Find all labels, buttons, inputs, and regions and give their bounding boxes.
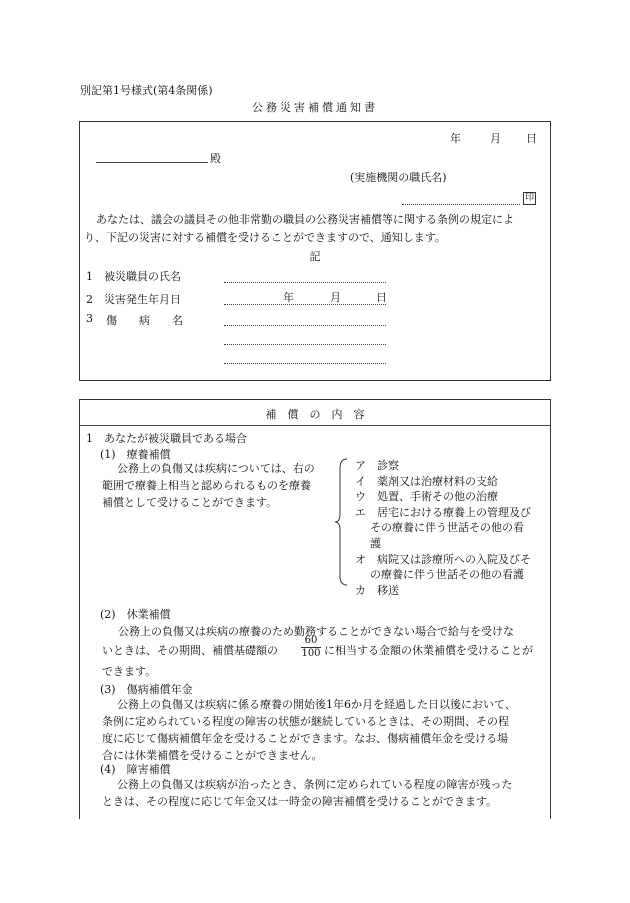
form-number: 別記第1号様式(第4条関係): [80, 84, 213, 97]
care-item-e: エ 居宅における療養上の管理及び: [355, 505, 531, 519]
care-item-u: ウ 処置、手術その他の治療: [355, 490, 498, 504]
s2-line-1: 公務上の負傷又は疾病の療養のため勤務することができない場合で給与を受けな: [118, 625, 514, 638]
section-3-body: [102, 696, 548, 764]
date-month: 月: [490, 132, 501, 145]
dono-honorific: 殿: [210, 152, 221, 165]
s1-line-1: 公務上の負傷又は疾病については、右の: [117, 462, 315, 475]
fraction-numerator: 60: [301, 635, 321, 648]
section-3-title: (3) 傷病補償年金: [100, 683, 193, 696]
section-1-body: [102, 460, 342, 511]
intro-line-2: り、下記の災害に対する補償を受けることができますので、通知します。: [84, 231, 446, 244]
s3-line-3: 度に応じて傷病補償年金を受けることができます。なお、傷病補償年金を受ける場: [102, 732, 509, 745]
s1-line-2: 範囲で療養上相当と認められるものを療養: [102, 479, 311, 492]
care-item-a: ア 診察: [355, 459, 399, 472]
s2-line-2b: に相当する金額の休業補償を受けることが: [324, 644, 533, 657]
ki-heading: 記: [309, 250, 321, 263]
item-2-month: 月: [330, 291, 341, 304]
injury-name-field-3[interactable]: [224, 363, 386, 364]
care-item-o: オ 病院又は診療所への入院及びそ: [355, 552, 531, 566]
section-4-title: (4) 障害補償: [100, 763, 171, 776]
date-year: 年: [450, 132, 461, 145]
section-2-title: (2) 休業補償: [100, 608, 171, 621]
accident-date-field[interactable]: [224, 304, 386, 305]
injury-name-field-1[interactable]: [224, 325, 386, 326]
compensation-heading: 補 償 の 内 容: [265, 408, 365, 421]
s2-line-2a: いときは、その期間、補償基礎額の: [102, 644, 278, 657]
case-1-heading: 1 あなたが被災職員である場合: [86, 432, 247, 445]
addressee-line[interactable]: [96, 162, 208, 163]
s1-line-3: 補償として受けることができます。: [102, 496, 278, 509]
care-item-ka: カ 移送: [355, 583, 399, 597]
page-title: 公務災害補償通知書: [252, 101, 378, 114]
brace-icon: [335, 458, 349, 586]
item-3-label: 傷 病 名: [106, 314, 183, 327]
date-day: 日: [526, 132, 537, 145]
agency-head-label: (実施機関の職氏名): [350, 171, 447, 184]
seal-mark: 印: [524, 193, 534, 203]
section-4-body: [102, 776, 548, 810]
agency-head-line[interactable]: [402, 204, 520, 205]
compensation-box: [79, 399, 551, 819]
item-3-number: 3: [86, 312, 93, 325]
care-item-i: イ 薬剤又は治療材料の支給: [355, 474, 498, 488]
notification-box: [79, 121, 551, 381]
s2-line-3: できます。: [102, 665, 157, 678]
section-1-title: (1) 療養補償: [100, 448, 171, 461]
s3-line-2: 条例に定められている程度の障害の状態が継続しているときは、その期間、その程: [102, 715, 509, 728]
care-item-e-cont-1: その療養に伴う世話その他の看: [370, 521, 524, 535]
s3-line-4: 合には休業補償を受けることができません。: [102, 749, 323, 762]
intro-line-1: あなたは、議会の議員その他非常勤の職員の公務災害補償等に関する条例の規定によ: [96, 213, 514, 226]
heading-divider: [80, 425, 550, 426]
victim-name-field[interactable]: [224, 282, 386, 283]
care-item-o-cont: の療養に伴う世話その他の看護: [370, 568, 524, 582]
s4-line-1: 公務上の負傷又は疾病が治ったとき、条例に定められている程度の障害が残った: [117, 778, 513, 791]
fraction-denominator: 100: [301, 648, 321, 659]
item-2-day: 日: [376, 291, 387, 304]
s4-line-2: ときは、その程度に応じて年金又は一時金の障害補償を受けることができます。: [102, 795, 498, 808]
care-item-e-cont-2: 護: [370, 536, 381, 550]
care-items-list: [355, 458, 551, 598]
item-2-label: 2 災害発生年月日: [86, 293, 181, 306]
item-1-label: 1 被災職員の氏名: [86, 270, 181, 283]
s3-line-1: 公務上の負傷又は疾病に係る療養の開始後1年6か月を経過した日以後において、: [117, 698, 516, 711]
fraction-60-100: [301, 635, 321, 660]
item-2-year: 年: [283, 291, 294, 304]
injury-name-field-2[interactable]: [224, 344, 386, 345]
